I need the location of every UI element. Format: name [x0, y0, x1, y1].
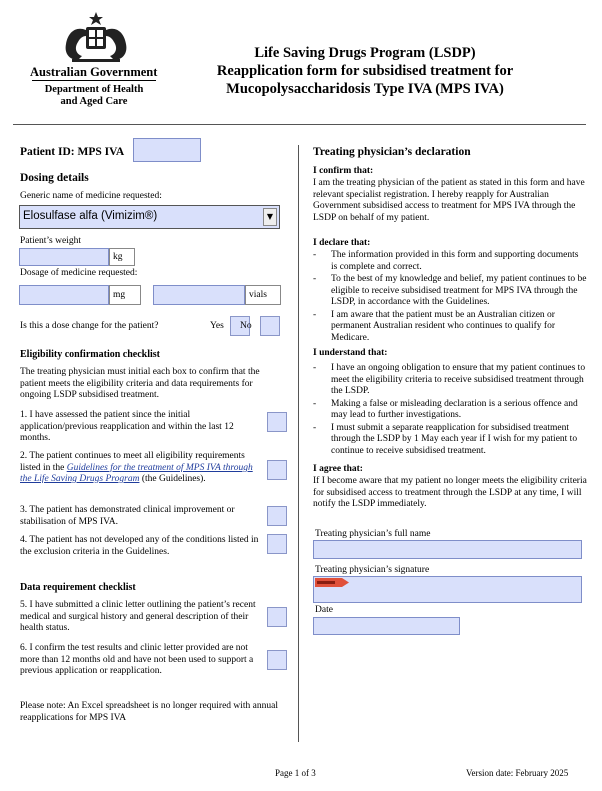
declare-heading: I declare that:: [313, 238, 371, 248]
data-item-5: 5. I have submitted a clinic letter outlining the patient’s recent medical and surgical history and general description of their health status.: [20, 600, 256, 633]
dosage-mg-unit: mg: [113, 290, 126, 300]
declare-list: [313, 250, 587, 345]
medicine-select[interactable]: [19, 205, 280, 229]
patient-id-field[interactable]: [133, 138, 201, 162]
dropdown-arrow-icon[interactable]: ▼: [263, 208, 277, 226]
dose-change-no-checkbox[interactable]: [260, 316, 280, 336]
document-title: [170, 44, 560, 98]
version-date: Version date: February 2025: [466, 768, 569, 778]
declare-item: - The information provided in this form and supporting documents is complete and correct.: [313, 250, 587, 273]
data-item-6: 6. I confirm the test results and clinic letter provided are not more than 12 months old and have not been used to support a previous application or reapplication.: [20, 643, 254, 676]
eligibility-item-1-initial-box[interactable]: [267, 412, 287, 432]
guidelines-link[interactable]: Guidelines for the treatment of MPS IVA through the Life Saving Drugs Program: [20, 462, 253, 484]
dept-line-1: Department of Health: [44, 84, 144, 95]
eligibility-item-4: 4. The patient has not developed any of the conditions listed in the exclusion criteria in the Guidelines.: [20, 535, 259, 557]
understand-item: - I have an ongoing obligation to ensure that my patient continues to meet the eligibility criteria to receive subsidised treatment through the LSDP.: [313, 363, 587, 398]
note: Please note: An Excel spreadsheet is no longer required with annual reapplications for MPS IVA: [20, 701, 279, 723]
weight-unit: kg: [113, 252, 123, 262]
declare-item: - To the best of my knowledge and belief, my patient continues to be eligible to receive subsidised treatment for MPS IVA through the LSDP, in accordance with the Guidelines.: [313, 274, 587, 309]
eligibility-item-2: [20, 451, 260, 486]
weight-unit-box: [109, 248, 135, 266]
column-divider: [298, 145, 299, 742]
data-requirement-title: Data requirement checklist: [20, 582, 136, 593]
date-label: Date: [315, 605, 333, 615]
confirm-text: I am the treating physician of the patient as stated in this form and have relevant specialist registration. I hereby reapply for Australian Government subsidised access to treatment for MPS IVA through the LSDP on behalf of my patient.: [313, 178, 585, 223]
signature-tag-icon[interactable]: [315, 578, 349, 587]
physician-name-label: Treating physician’s full name: [315, 529, 431, 539]
dosage-vials-unit: vials: [249, 290, 267, 300]
eligibility-item-3-initial-box[interactable]: [267, 506, 287, 526]
dose-change-no-label: No: [240, 321, 252, 331]
agree-heading: I agree that:: [313, 464, 363, 474]
dosage-label: Dosage of medicine requested:: [20, 268, 138, 278]
dosage-mg-field[interactable]: [19, 285, 109, 305]
dose-change-yes-label: Yes: [210, 321, 224, 331]
eligibility-item-3: 3. The patient has demonstrated clinical improvement or stabilisation of MPS IVA.: [20, 505, 235, 527]
eligibility-item-2-initial-box[interactable]: [267, 460, 287, 480]
dosage-vials-field[interactable]: [153, 285, 245, 305]
dosing-title: Dosing details: [20, 172, 89, 184]
header-rule: [32, 80, 156, 81]
understand-list: [313, 363, 587, 458]
physician-signature-label: Treating physician’s signature: [315, 565, 430, 575]
eligibility-item-4-initial-box[interactable]: [267, 534, 287, 554]
medicine-label: Generic name of medicine requested:: [20, 191, 162, 201]
dose-change-question: Is this a dose change for the patient?: [20, 321, 159, 331]
understand-item: - Making a false or misleading declaration is a serious offence and may lead to further investigations.: [313, 399, 587, 422]
header-divider: [13, 124, 586, 125]
coat-of-arms-logo: [58, 10, 134, 66]
eligibility-item-1: 1. I have assessed the patient since the initial application/previous reapplication and within the last 12 months.: [20, 410, 234, 443]
agree-text: If I become aware that my patient no longer meets the eligibility criteria for subsidised access to treatment through the LSDP at any time, I will notify the LSDP immediately.: [313, 476, 587, 509]
medicine-value: Elosulfase alfa (Vimizim®): [23, 210, 158, 222]
eligibility-intro: The treating physician must initial each box to confirm that the patient meets the eligibility criteria and data requirements for ongoing LSDP subsidised treatment.: [20, 367, 260, 400]
declaration-title: Treating physician’s declaration: [313, 146, 471, 158]
date-field[interactable]: [313, 617, 460, 635]
declare-item: - I am aware that the patient must be an Australian citizen or permanent Australian resident who continues to qualify for Medicare.: [313, 310, 587, 345]
title-line-1: Life Saving Drugs Program (LSDP): [254, 45, 476, 61]
understand-heading: I understand that:: [313, 348, 388, 358]
dosage-mg-unit-box: [109, 285, 141, 305]
weight-field[interactable]: [19, 248, 109, 266]
weight-label: Patient’s weight: [20, 236, 81, 246]
eligibility-item-2-text: 2. The patient continues to meet all eligibility requirements listed in the: [20, 451, 245, 473]
dept-line-2: and Aged Care: [60, 96, 128, 107]
title-line-2: Reapplication form for subsidised treatment for: [216, 63, 514, 79]
eligibility-title: Eligibility confirmation checklist: [20, 349, 160, 360]
data-item-6-initial-box[interactable]: [267, 650, 287, 670]
title-line-3: Mucopolysaccharidosis Type IVA (MPS IVA): [226, 81, 504, 97]
gov-name: Australian Government: [30, 65, 158, 79]
dept-name: [32, 84, 156, 108]
patient-id-label: Patient ID: MPS IVA: [20, 146, 125, 158]
eligibility-item-2-tail: (the Guidelines).: [139, 474, 206, 484]
dosage-vials-unit-box: [245, 285, 281, 305]
understand-item: - I must submit a separate reapplication for subsidised treatment through the LSDP by 1 May each year if I wish for my patient to continue to receive subsidised treatment.: [313, 423, 587, 458]
physician-signature-field[interactable]: [313, 576, 582, 603]
data-item-5-initial-box[interactable]: [267, 607, 287, 627]
confirm-heading: I confirm that:: [313, 166, 374, 176]
page-number: Page 1 of 3: [275, 768, 316, 778]
physician-name-field[interactable]: [313, 540, 582, 559]
